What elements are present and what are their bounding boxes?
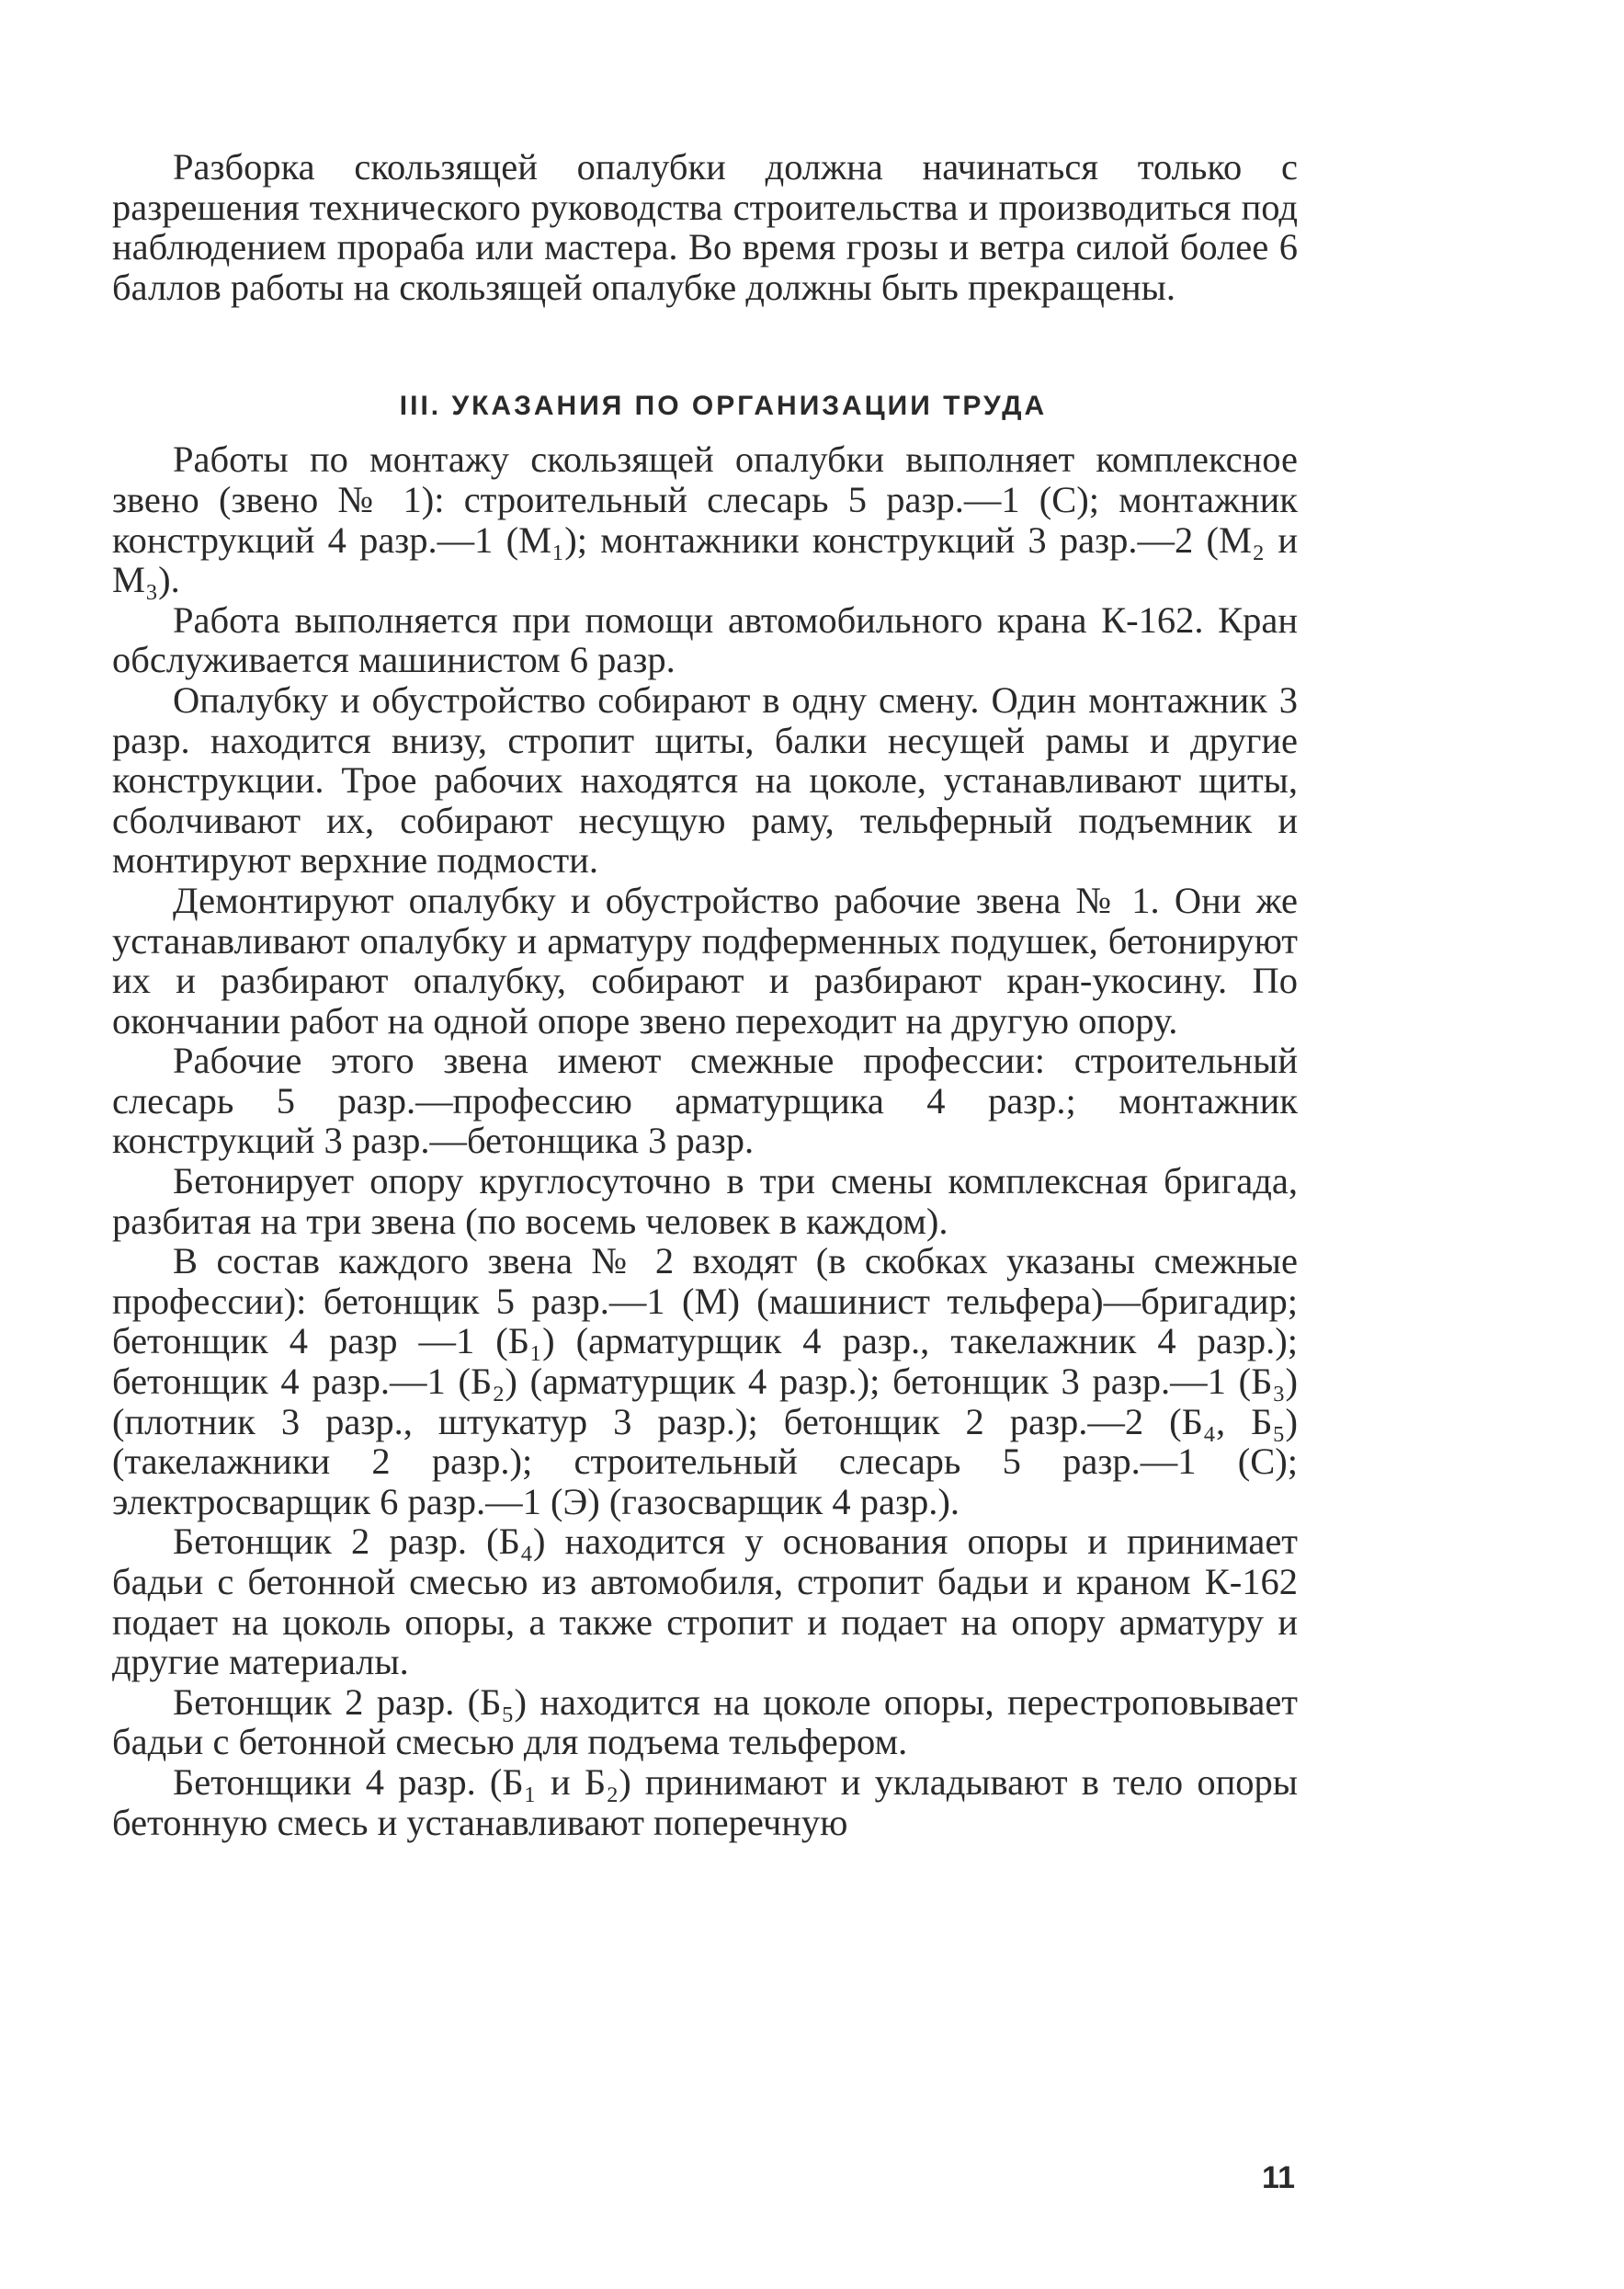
paragraph-3: Опалубку и обустройство собирают в одну смену. Один монтажник 3 разр. находится внизу, стропит щиты, балки несущей рамы и другие конструкции. Трое рабочих находятся на цоколе, устанавливают щиты, сболчивают их, собирают несущую раму, тельферный подъемник и монтируют верхние подмости.	[112, 678, 1298, 882]
paragraph-8: Бетонщик 2 разр. (Б₄) находится у основания опоры и принимает бадьи с бетонной смесью из автомобиля, стропит бадьи и краном К-162 подает на цоколь опоры, а также стропит и подает на опору арматуру и другие материалы.	[112, 1520, 1298, 1683]
paragraph-2: Работа выполняется при помощи автомобильного крана К-162. Кран обслуживается машинистом 6 разр.	[112, 598, 1298, 681]
page-content	[112, 147, 1298, 1842]
paragraph-1: Работы по монтажу скользящей опалубки выполняет комплексное звено (звено № 1): строительный слесарь 5 разр.—1 (С); монтажник конструкций 4 разр.—1 (М₁); монтажники конструкций 3 разр.—2 (М₂ и М₃).	[112, 438, 1298, 601]
section-heading: III. УКАЗАНИЯ ПО ОРГАНИЗАЦИИ ТРУДА	[399, 391, 1048, 422]
paragraph-7: В состав каждого звена № 2 входят (в скобках указаны смежные профессии): бетонщик 5 разр.—1 (М) (машинист тельфера)—бригадир; бетонщик 4 разр —1 (Б₁) (арматурщик 4 разр., такелажник 4 разр.); бетонщик 4 разр.—1 (Б₂) (арматурщик 4 разр.); бетонщик 3 разр.—1 (Б₃) (плотник 3 разр., штукатур 3 разр.); бетонщик 2 разр.—2 (Б₄, Б₅) (такелажники 2 разр.); строительный слесарь 5 разр.—1 (С); электросварщик 6 разр.—1 (Э) (газосварщик 4 разр.).	[112, 1240, 1298, 1522]
paragraph-4: Демонтируют опалубку и обустройство рабочие звена № 1. Они же устанавливают опалубку и арматуру подферменных подушек, бетонируют их и разбирают опалубку, собирают и разбирают кран-укосину. По окончании работ на одной опоре звено переходит на другую опору.	[112, 879, 1298, 1042]
intro-paragraph: Разборка скользящей опалубки должна начинаться только с разрешения технического руководства строительства и производиться под наблюдением прораба или мастера. Во время грозы и ветра силой более 6 баллов работы на скользящей опалубке должны быть прекращены.	[112, 146, 1298, 308]
paragraph-10: Бетонщики 4 разр. (Б₁ и Б₂) принимают и укладывают в тело опоры бетонную смесь и устанавливают поперечную	[112, 1760, 1298, 1843]
paragraph-5: Рабочие этого звена имеют смежные профессии: строительный слесарь 5 разр.—профессию арматурщика 4 разр.; монтажник конструкций 3 разр.—бетонщика 3 разр.	[112, 1040, 1298, 1162]
paragraph-9: Бетонщик 2 разр. (Б₅) находится на цоколе опоры, перестроповывает бадьи с бетонной смесью для подъема тельфером.	[112, 1680, 1298, 1763]
page-number: 11	[1262, 2160, 1295, 2195]
paragraph-6: Бетонирует опору круглосуточно в три смены комплексная бригада, разбитая на три звена (по восемь человек в каждом).	[112, 1160, 1298, 1242]
